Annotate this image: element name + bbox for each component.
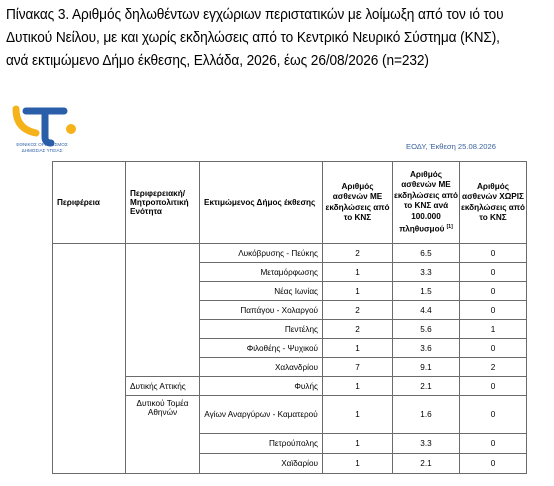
header-municipality: Εκτιμώμενος Δήμος έκθεσης [200, 162, 323, 244]
non-cns-cell: 0 [460, 454, 527, 474]
cns-cell: 2 [323, 244, 393, 263]
municipality-cell: Χαϊδαρίου [200, 454, 323, 474]
municipality-cell: Λυκόβρυσης - Πεύκης [200, 244, 323, 263]
rate-cell: 4.4 [393, 301, 460, 320]
header-cns-rate: Αριθμός ασθενών ΜΕ εκδηλώσεις από το ΚΝΣ ανά 100.000 πληθυσμού [1] [393, 162, 460, 244]
header-regional-unit: Περιφερειακή/ Μητροπολιτική Ενότητα [126, 162, 200, 244]
non-cns-cell: 1 [460, 320, 527, 339]
municipality-cell: Μεταμόρφωσης [200, 263, 323, 282]
cns-cell: 1 [323, 282, 393, 301]
rate-cell: 9.1 [393, 358, 460, 377]
table-row [53, 244, 527, 263]
rate-cell: 5.6 [393, 320, 460, 339]
cns-cell: 2 [323, 320, 393, 339]
rate-cell: 3.3 [393, 263, 460, 282]
cns-cell: 1 [323, 377, 393, 396]
non-cns-cell: 0 [460, 282, 527, 301]
footnote-ref: [1] [446, 224, 453, 231]
non-cns-cell: 0 [460, 301, 527, 320]
cases-table [52, 161, 527, 474]
cns-cell: 1 [323, 396, 393, 434]
regional-unit-cell [126, 244, 200, 377]
non-cns-cell: 2 [460, 358, 527, 377]
municipality-cell: Παπάγου - Χολαργού [200, 301, 323, 320]
non-cns-cell: 0 [460, 263, 527, 282]
municipality-cell: Χαλανδρίου [200, 358, 323, 377]
rate-cell: 1.5 [393, 282, 460, 301]
cns-cell: 7 [323, 358, 393, 377]
non-cns-cell: 0 [460, 244, 527, 263]
rate-cell: 2.1 [393, 454, 460, 474]
cns-cell: 1 [323, 263, 393, 282]
non-cns-cell: 0 [460, 396, 527, 434]
region-cell [53, 244, 126, 474]
logo-caption: ΕΘΝΙΚΟΣ ΟΡΓΑΝΙΣΜΟΣ ΔΗΜΟΣΙΑΣ ΥΓΕΙΑΣ [16, 142, 68, 153]
regional-unit-cell: Δυτικού Τομέα Αθηνών [126, 396, 200, 474]
table-header-row [53, 162, 527, 244]
header-region: Περιφέρεια [53, 162, 126, 244]
regional-unit-cell: Δυτικής Αττικής [126, 377, 200, 396]
non-cns-cell: 0 [460, 434, 527, 454]
report-label: ΕΟΔΥ, Έκθεση 25.08.2026 [406, 142, 496, 151]
table-caption: Πίνακας 3. Αριθμός δηλωθέντων εγχώριων περιστατικών με λοίμωξη από τον ιό του Δυτικού Νείλου, με και χωρίς εκδηλώσεις από το Κεντρικό Νευρικό Σύστημα (ΚΝΣ), ανά εκτιμώμενο Δήμο έκθεσης, Ελλάδα, 2026, έως 26/08/2026 (n=232) [6, 7, 504, 69]
municipality-cell: Νέας Ιωνίας [200, 282, 323, 301]
rate-cell: 1.6 [393, 396, 460, 434]
rate-cell: 3.6 [393, 339, 460, 358]
municipality-cell: Πετρούπολης [200, 434, 323, 454]
municipality-cell: Πεντέλης [200, 320, 323, 339]
cns-cell: 2 [323, 301, 393, 320]
non-cns-cell: 0 [460, 339, 527, 358]
cns-cell: 1 [323, 454, 393, 474]
header-cns-cases: Αριθμός ασθενών ΜΕ εκδηλώσεις από το ΚΝΣ [323, 162, 393, 244]
rate-cell: 6.5 [393, 244, 460, 263]
municipality-cell: Φυλής [200, 377, 323, 396]
rate-cell: 2.1 [393, 377, 460, 396]
non-cns-cell: 0 [460, 377, 527, 396]
header-non-cns-cases: Αριθμός ασθενών ΧΩΡΙΣ εκδηλώσεις από το ΚΝΣ [460, 162, 527, 244]
cns-cell: 1 [323, 339, 393, 358]
cns-cell: 1 [323, 434, 393, 454]
municipality-cell: Φιλοθέης - Ψυχικού [200, 339, 323, 358]
rate-cell: 3.3 [393, 434, 460, 454]
municipality-cell: Αγίων Αναργύρων - Καματερού [200, 396, 323, 434]
